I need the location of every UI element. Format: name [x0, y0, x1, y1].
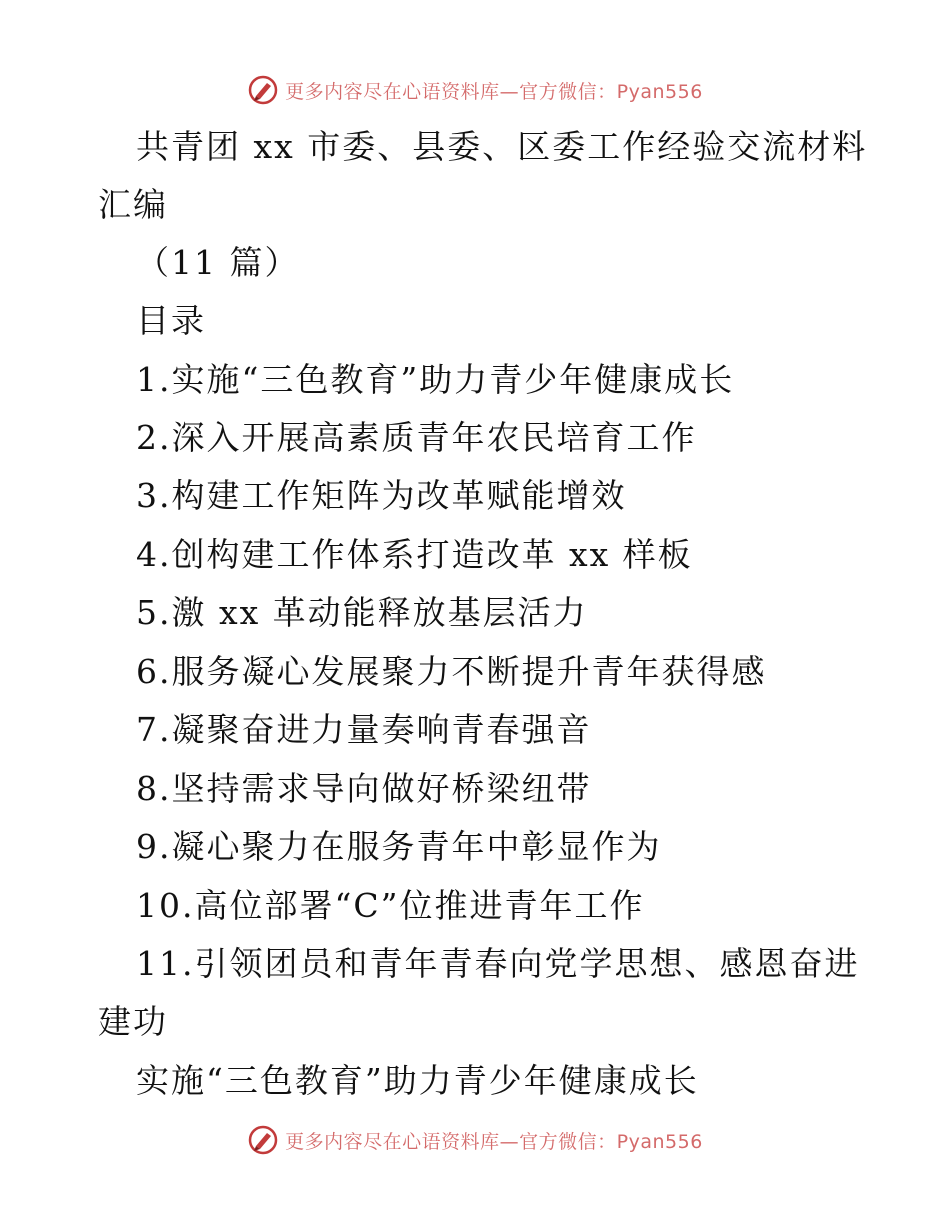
- toc-item: 11.引领团员和青年青春向党学思想、感恩奋进: [136, 944, 860, 983]
- toc-item-wrap: 建功: [98, 1002, 168, 1041]
- toc-heading: 目录: [136, 301, 206, 340]
- toc-item: 9.凝心聚力在服务青年中彰显作为: [136, 827, 662, 866]
- toc-item: 7.凝聚奋进力量奏响青春强音: [136, 710, 592, 749]
- toc-item: 2.深入开展高素质青年农民培育工作: [136, 418, 697, 457]
- toc-item: 4.创构建工作体系打造改革 xx 样板: [136, 535, 693, 574]
- section-heading: 实施“三色教育”助力青少年健康成长: [136, 1061, 699, 1100]
- watermark-footer: [0, 1120, 950, 1160]
- pen-seal-icon: [247, 74, 279, 106]
- toc-item: 8.坚持需求导向做好桥梁纽带: [136, 769, 592, 808]
- toc-item: 10.高位部署“C”位推进青年工作: [136, 886, 645, 925]
- document-count: （11 篇）: [136, 243, 300, 282]
- watermark-text: 更多内容尽在心语资料库—官方微信：Pyan556: [285, 80, 703, 103]
- toc-item: 6.服务凝心发展聚力不断提升青年获得感: [136, 652, 767, 691]
- pen-seal-icon: [247, 1124, 279, 1156]
- document-title-line1: 共青团 xx 市委、县委、区委工作经验交流材料: [136, 127, 868, 166]
- toc-item: 5.激 xx 革动能释放基层活力: [136, 593, 588, 632]
- document-title-line2: 汇编: [98, 185, 168, 224]
- toc-item: 3.构建工作矩阵为改革赋能增效: [136, 476, 627, 515]
- toc-item: 1.实施“三色教育”助力青少年健康成长: [136, 360, 735, 399]
- watermark-text: 更多内容尽在心语资料库—官方微信：Pyan556: [285, 1130, 703, 1153]
- watermark-header: [0, 70, 950, 110]
